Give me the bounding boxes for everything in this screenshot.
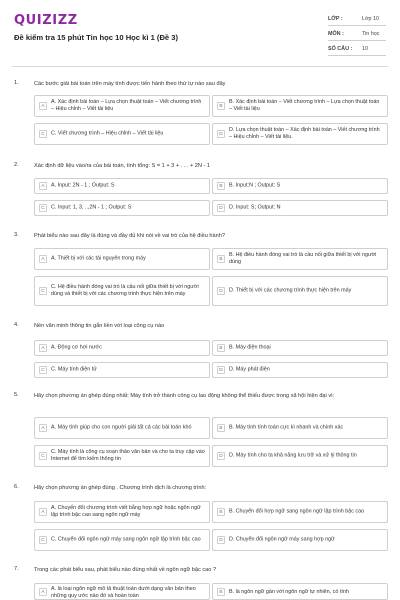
option-text: D. Input: S; Output: N: [229, 204, 281, 211]
option-letter: C: [39, 130, 47, 138]
option-letter: B: [217, 588, 225, 596]
question-number: 3.: [14, 232, 19, 238]
option-text: C. Máy tính là công cụ soạn thảo văn bản và cho ta truy cập vào Internet để tìm kiếm thông tin: [51, 449, 205, 462]
divider: [328, 55, 386, 56]
option-text: B. Hệ điều hành đóng vai trò là cầu nối giữa thiết bị với người dùng: [229, 252, 377, 265]
divider: [328, 40, 386, 41]
option-letter: B: [217, 182, 225, 190]
option-letter: D: [217, 536, 225, 544]
question-count-value: 10: [362, 46, 368, 52]
option-text: D. Chuyển đổi ngôn ngữ máy sang hợp ngữ: [229, 536, 335, 543]
option-c[interactable]: [34, 200, 210, 216]
option-letter: A: [39, 182, 47, 190]
option-a[interactable]: [34, 95, 210, 117]
question-count-label: SỐ CÂU :: [328, 46, 353, 52]
option-text: C. Hệ điều hành đóng vai trò là cầu nối giữa thiết bị với người dùng và thiết bị với các chương trình thực hiện trên máy: [51, 284, 199, 297]
question-text: Phát biểu nào sau đây là đúng và đầy đủ khi nói về vai trò của hệ điều hành?: [34, 233, 225, 239]
option-b[interactable]: [212, 501, 388, 523]
option-d[interactable]: [212, 445, 388, 467]
option-letter: D: [217, 452, 225, 460]
option-letter: B: [217, 424, 225, 432]
option-text: C. Máy tính điện tử: [51, 366, 97, 373]
option-letter: B: [217, 508, 225, 516]
document-header: [0, 0, 400, 64]
option-a[interactable]: [34, 501, 210, 523]
option-text: D. Thiết bị với các chương trình thực hiện trên máy: [229, 287, 352, 294]
option-letter: A: [39, 588, 47, 596]
option-letter: D: [217, 366, 225, 374]
option-text: B. Xác định bài toán – Viết chương trình – Lựa chọn thuật toán – Viết tài liệu: [229, 99, 380, 112]
option-letter: A: [39, 102, 47, 110]
option-c[interactable]: [34, 529, 210, 551]
option-c[interactable]: [34, 362, 210, 378]
option-letter: C: [39, 287, 47, 295]
option-a[interactable]: [34, 248, 210, 270]
option-b[interactable]: [212, 340, 388, 356]
option-text: A. là loại ngôn ngữ mô tả thuật toán dưới dạng văn bản theo những quy ước nào đó và hoàn toàn: [51, 586, 196, 599]
option-text: C. Input: 1, 3, ..,2N - 1 ; Output: S: [51, 204, 132, 211]
option-text: A. Chuyển đổi chương trình viết bằng hợp ngữ hoặc ngôn ngữ lập trình bậc cao sang ngôn ngữ máy: [51, 505, 201, 518]
question-text: Xác định dữ liệu vào/ra của bài toán, tính tổng: S = 1 + 3 + . . . + 2N - 1: [34, 163, 211, 169]
question-number: 4.: [14, 322, 19, 328]
option-letter: D: [217, 130, 225, 138]
option-text: B. Máy tính tính toán cực kì nhanh và chính xác: [229, 424, 344, 431]
header-divider: [12, 66, 388, 67]
option-letter: A: [39, 344, 47, 352]
option-letter: B: [217, 255, 225, 263]
question-text: Nền văn minh thông tin gắn liền với loại công cụ nào: [34, 323, 165, 329]
option-b[interactable]: [212, 178, 388, 194]
option-letter: C: [39, 366, 47, 374]
option-b[interactable]: [212, 248, 388, 270]
option-text: D. Máy tính cho ta khả năng lưu trữ và xử lý thông tin: [229, 452, 357, 459]
option-c[interactable]: [34, 445, 210, 467]
option-letter: D: [217, 287, 225, 295]
option-a[interactable]: [34, 417, 210, 439]
option-d[interactable]: [212, 529, 388, 551]
document-title: Đề kiểm tra 15 phút Tin học 10 Học kì 1 (Đề 3): [14, 33, 179, 42]
option-letter: A: [39, 255, 47, 263]
option-text: A. Máy tính giúp cho con người giải tất cả các bài toán khó: [51, 424, 192, 431]
option-d[interactable]: [212, 362, 388, 378]
option-text: B. là ngôn ngữ gần với ngôn ngữ tự nhiên, có tính: [229, 589, 349, 595]
class-label: LỚP :: [328, 16, 343, 22]
option-d[interactable]: [212, 200, 388, 216]
option-letter: A: [39, 508, 47, 516]
option-a[interactable]: [34, 583, 210, 600]
option-d[interactable]: [212, 123, 388, 145]
question-number: 2.: [14, 162, 19, 168]
option-text: B. Máy điện thoại: [229, 344, 271, 351]
subject-value: Tin học: [362, 31, 380, 37]
option-text: A. Xác định bài toán – Lựa chọn thuật toán – Viết chương trình – Hiệu chỉnh – Viết tài liệu: [51, 99, 202, 112]
option-c[interactable]: [34, 123, 210, 145]
option-c[interactable]: [34, 276, 210, 306]
subject-label: MÔN :: [328, 31, 344, 37]
option-b[interactable]: [212, 417, 388, 439]
option-letter: A: [39, 424, 47, 432]
option-a[interactable]: [34, 340, 210, 356]
question-number: 1.: [14, 80, 19, 86]
question-text: Trong các phát biểu sau, phát biểu nào đúng nhất về ngôn ngữ bậc cao ?: [34, 567, 217, 573]
quizizz-logo: QUIZIZZ: [14, 13, 78, 28]
option-letter: B: [217, 344, 225, 352]
option-b[interactable]: [212, 95, 388, 117]
option-letter: C: [39, 204, 47, 212]
option-d[interactable]: [212, 276, 388, 306]
question-text: Hãy chọn phương án ghép đúng . Chương trình dịch là chương trình:: [34, 485, 207, 491]
option-text: D. Máy phát điện: [229, 366, 270, 373]
question-number: 5.: [14, 392, 19, 398]
question-number: 6.: [14, 484, 19, 490]
option-letter: B: [217, 102, 225, 110]
option-letter: C: [39, 536, 47, 544]
option-text: B. Input:N ; Output: S: [229, 182, 281, 189]
option-text: C. Viết chương trình – Hiệu chỉnh – Viết tài liệu: [51, 130, 164, 137]
question-text: Các bước giải bài toán trên máy tính được tiến hành theo thứ tự nào sau đây: [34, 81, 226, 87]
class-value: Lớp 10: [362, 16, 380, 22]
option-text: A. Thiết bị với các tài nguyên trong máy: [51, 255, 146, 262]
option-text: C. Chuyển đổi ngôn ngữ máy sang ngôn ngữ lập trình bậc cao: [51, 536, 201, 543]
option-text: A. Input: 2N - 1 ; Output: S: [51, 182, 115, 189]
option-letter: D: [217, 204, 225, 212]
option-a[interactable]: [34, 178, 210, 194]
option-text: A. Động cơ hơi nước: [51, 344, 102, 351]
divider: [328, 25, 386, 26]
question-number: 7.: [14, 566, 19, 572]
option-text: D. Lựa chọn thuật toán – Xác định bài toán – Viết chương trình – Hiệu chỉnh – Viết tài liệu.: [229, 127, 380, 140]
option-b[interactable]: [212, 583, 388, 600]
option-letter: C: [39, 452, 47, 460]
question-text: Hãy chọn phương án ghép đúng nhất: Máy tính trở thành công cụ lao động không thể thiếu được trong xã hội hiện đại vì:: [34, 393, 335, 399]
option-text: B. Chuyển đổi hợp ngữ sang ngôn ngữ lập trình bậc cao: [229, 508, 365, 515]
